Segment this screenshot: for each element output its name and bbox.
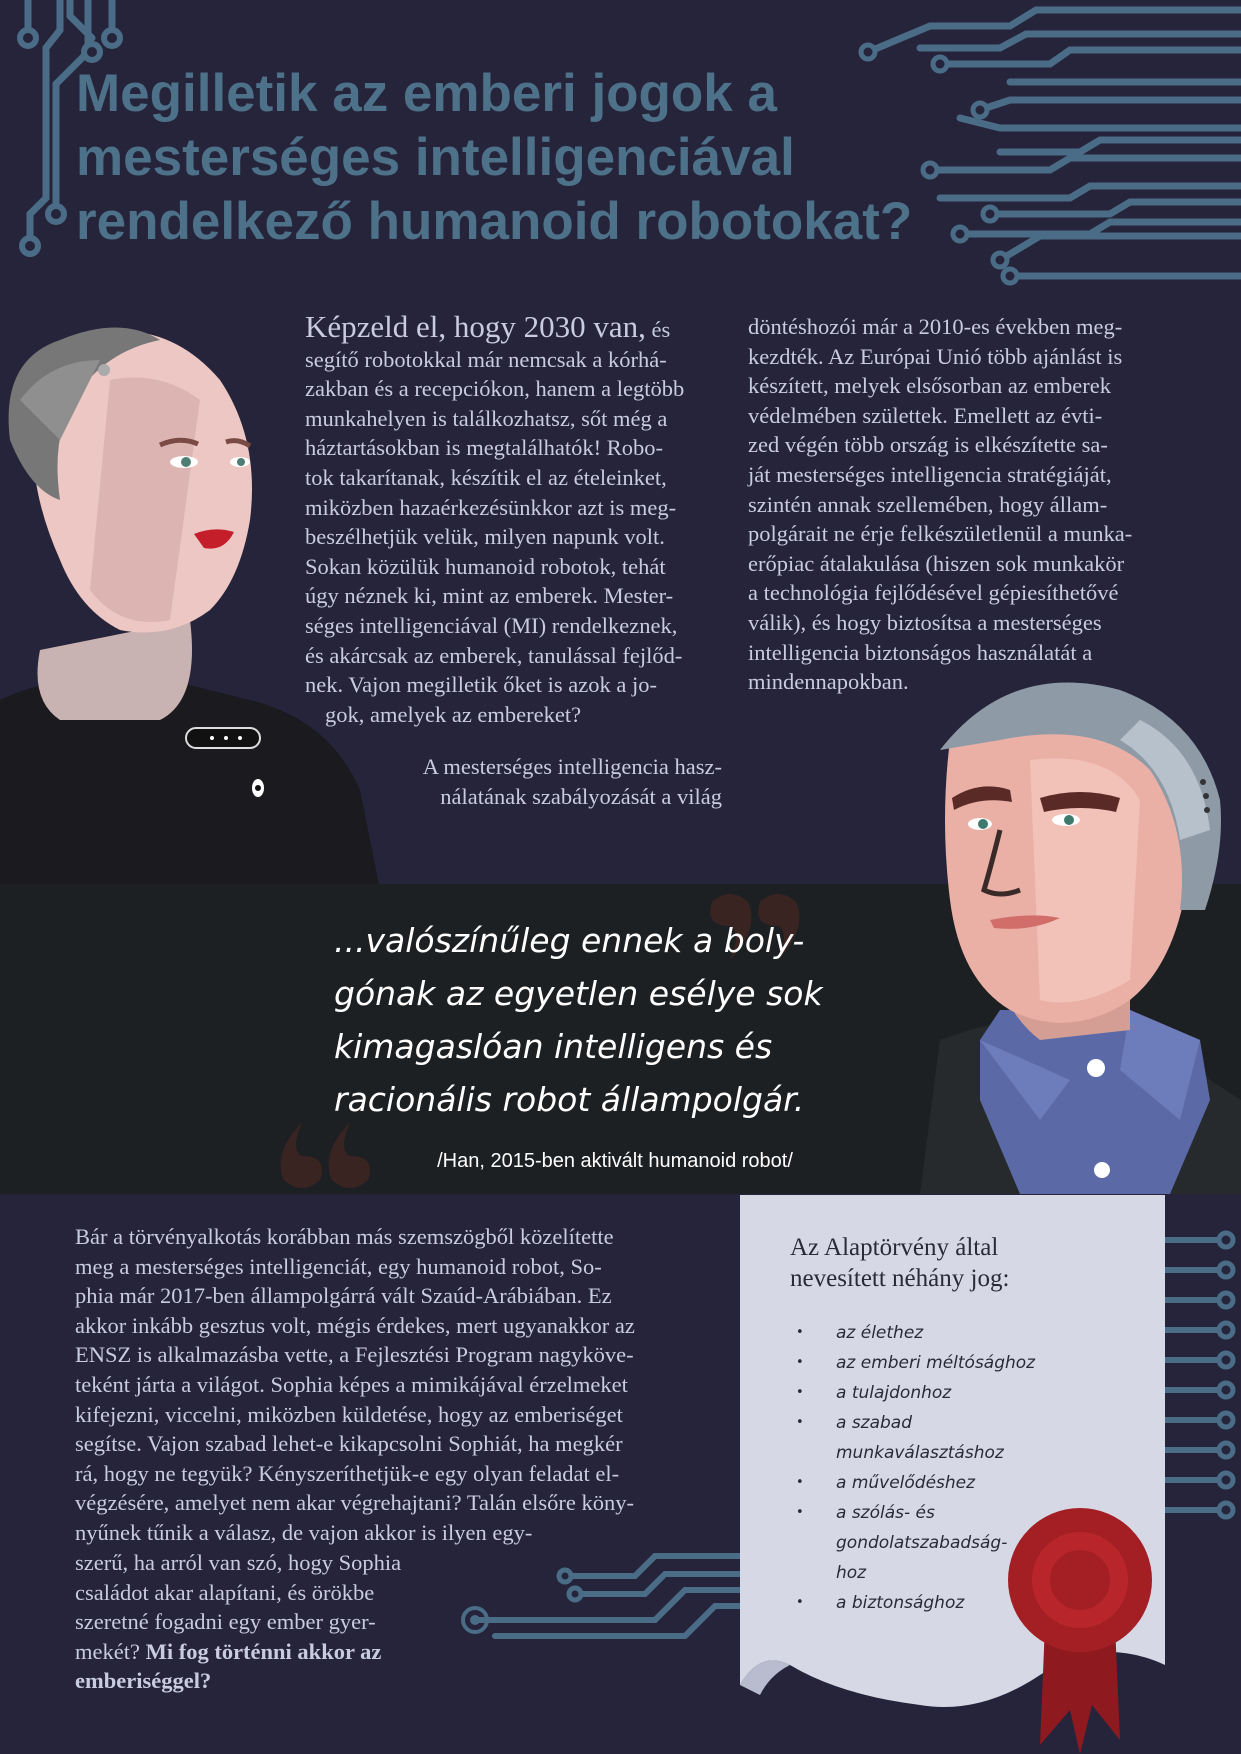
intro-line: nek. Vajon megilletik őket is azok a jo- [305,672,658,698]
title-line: rendelkező humanoid robotokat? [76,192,913,251]
intro-line: és akárcsak az emberek, tanulással fejlőd- [305,642,683,668]
list-item: • a szabad munkaválasztáshoz [790,1408,1080,1468]
bottom-line: végzésére, amelyet nem akar végrehajtani? Talán elsőre köny- [75,1490,634,1516]
column-line: zed végén több ország is elkészítette sa- [748,432,1108,458]
quote-source: /Han, 2015-ben aktivált humanoid robot/ [437,1150,793,1172]
intro-line: zakban és a recepciókon, hanem a legtöbb [305,376,685,402]
intro-line: úgy néznek ki, mint az emberek. Mester- [305,583,674,609]
intro-lead: Képzeld el, hogy 2030 van, [305,309,646,344]
bottom-paragraph [75,1222,688,1548]
intro-line: Sokan közülük humanoid robotok, tehát [305,553,666,579]
second-column [748,312,1165,697]
bottom-line: phia már 2017-ben állampolgárrá vált Szaúd-Arábiában. Ez [75,1283,612,1309]
rights-card-title: Az Alaptörvény által nevesített néhány jog: [790,1234,1010,1292]
quote-line: ...valószínűleg ennek a boly- [334,921,805,960]
wax-seal-icon [1000,1505,1160,1754]
column-line: döntéshozói már a 2010-es években meg- [748,314,1123,339]
column-line: erőpiac átalakulása (hiszen sok munkakör [748,550,1125,576]
bottom-line: Bár a törvényalkotás korábban más szemszögből közelítette [75,1224,614,1249]
bottom-line: mekét? Mi fog történni akkor az [75,1638,382,1664]
intro-line: segítő robotokkal már nemcsak a kórhá- [305,346,667,372]
list-item: • a művelődéshez [790,1468,1080,1498]
intro-line: A mesterséges intelligencia hasz- [422,754,722,779]
intro-column [305,309,722,729]
quote-line: racionális robot állampolgár. [334,1080,805,1119]
bottom-line: rá, hogy ne tegyük? Kényszeríthetjük-e egy olyan feladat el- [75,1460,620,1486]
list-item: • a tulajdonhoz [790,1378,1080,1408]
intro-line-1: Képzeld el, hogy 2030 van, és [305,309,671,344]
bottom-line: nyűnek tűnik a válasz, de vajon akkor is ilyen egy- [75,1519,533,1545]
bottom-line: kifejezni, viccelni, miközben küldetése, hogy az emberiséget [75,1401,623,1427]
column-line: készített, melyek elsősorban az emberek [748,373,1111,399]
intro-line: gok, amelyek az embereket? [325,701,582,727]
intro-line: tok takarítanak, készítik el az ételeinket, [305,464,667,490]
closing-question: Mi fog történni akkor az [145,1638,382,1664]
title-line: mesterséges intelligenciával [76,128,795,187]
bottom-line: akkor inkább gesztus volt, mégis érdekes, mert ugyanakkor az [75,1312,635,1338]
intro-line: séges intelligenciával (MI) rendelkeznek, [305,612,678,638]
intro-line: munkahelyen is találkozhatsz, sőt még a [305,405,668,431]
page-title [76,62,976,254]
circuit-decoration-bottom [455,1530,755,1640]
intro-line: háztartásokban is megtalálhatók! Robo- [305,435,664,461]
intro-line: beszélhetjük velük, milyen napunk volt. [305,524,665,550]
column-line: ját mesterséges intelligencia stratégiáját, [748,461,1112,487]
closing-question-end: emberiséggel? [75,1668,212,1694]
intro-line: nálatának szabályozását a világ [440,783,722,809]
list-item: • az emberi méltósághoz [790,1348,1080,1378]
column-line: kezdték. Az Európai Unió több ajánlást is [748,343,1123,369]
column-line: szintén annak szellemében, hogy állam- [748,491,1108,517]
column-line: mindennapokban. [748,669,909,695]
column-line: válik), és hogy biztosítsa a mesterséges [748,609,1102,635]
column-line: a technológia fejlődésével gépiesíthetővé [748,580,1119,606]
bottom-line: segítse. Vajon szabad lehet-e kikapcsolni Sophiát, ha megkér [75,1431,623,1457]
bottom-line: teként járta a világot. Sophia képes a mimikájával érzelmeket [75,1371,628,1397]
quote-line: kimagaslóan intelligens és [334,1027,773,1066]
robot-quote [334,914,823,1126]
bottom-line: családot akar alapítani, és örökbe [75,1579,375,1605]
list-item: • a biztonsághoz [790,1588,1080,1618]
title-line: Megilletik az emberi jogok a [76,64,777,123]
bottom-line: ENSZ is alkalmazásba vette, a Fejlesztési Program nagyköve- [75,1342,634,1368]
column-line: védelmében születtek. Emellett az évti- [748,402,1103,428]
column-line: intelligencia biztonságos használatát a [748,639,1093,665]
list-item: • a szólás- és gondolatszabadság- hoz [790,1498,1080,1588]
bottom-line: meg a mesterséges intelligenciát, egy humanoid robot, So- [75,1253,602,1279]
intro-paragraph-2 [355,752,722,811]
bottom-line: szerű, ha arról van szó, hogy Sophia [75,1550,402,1575]
bottom-line: szeretné fogadni egy ember gyer- [75,1609,376,1635]
bottom-paragraph-narrow [75,1548,441,1696]
column-line: polgárait ne érje felkészületlenül a munka- [748,521,1133,547]
list-item: • az élethez [790,1318,1080,1348]
robot-han-illustration [880,680,1241,1194]
quote-line: gónak az egyetlen esélye sok [334,974,823,1013]
intro-line: miközben hazaérkezésünkkor azt is meg- [305,494,677,520]
